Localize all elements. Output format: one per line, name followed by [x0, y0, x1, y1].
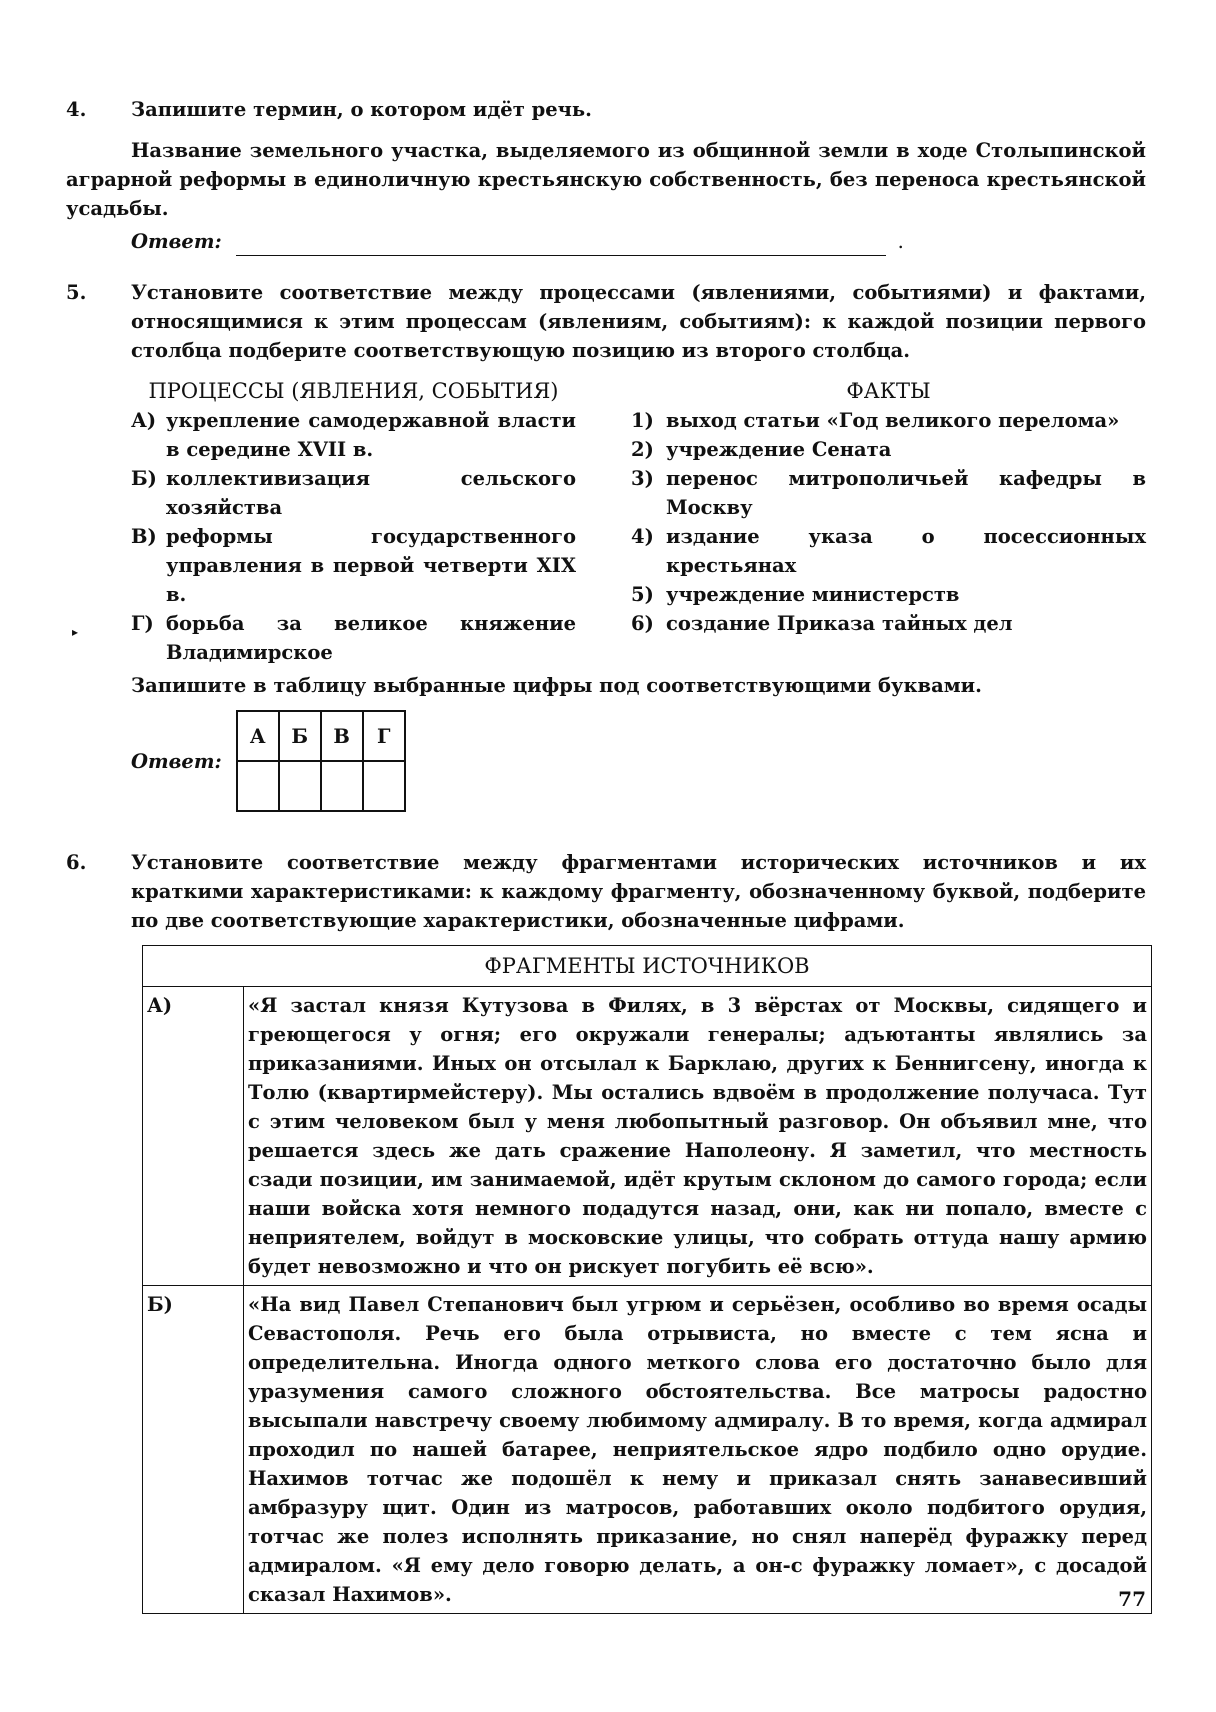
task-number: 6. — [66, 851, 87, 874]
fact-item — [631, 580, 1146, 609]
item-text: создание Приказа тайных дел — [666, 612, 1013, 635]
matching-columns — [131, 377, 1146, 667]
grid-answer-cell[interactable] — [237, 761, 279, 811]
task-5 — [66, 278, 1146, 812]
grid-answer-cell[interactable] — [321, 761, 363, 811]
fragment-label: Б) — [143, 1286, 244, 1614]
table-row — [143, 1286, 1152, 1614]
item-marker: Б) — [131, 467, 157, 490]
fragment-label: А) — [143, 987, 244, 1286]
grid-letter-v: В — [321, 711, 363, 761]
task-6 — [66, 848, 1146, 935]
process-item — [131, 464, 576, 522]
item-text: выход статьи «Год великого перелома» — [666, 409, 1120, 432]
item-marker: Г) — [131, 612, 154, 635]
item-marker: 2) — [631, 438, 654, 461]
worksheet-page — [66, 95, 1146, 1614]
table-instruction: Запишите в таблицу выбранные цифры под соответствующими буквами. — [131, 674, 982, 697]
task-text: Название земельного участка, выделяемого из общинной земли в ходе Столыпинской аграрной реформы в единоличную крестьянскую собственность, без переноса крестьянской усадьбы. — [66, 139, 1146, 220]
answer-label: Ответ: — [131, 749, 222, 773]
item-text: укрепление самодержавной власти в середине XVII в. — [166, 409, 576, 461]
item-text: учреждение Сената — [666, 438, 892, 461]
fact-item — [631, 609, 1146, 638]
task-number: 4. — [66, 98, 87, 121]
task-4 — [66, 95, 1146, 256]
facts-header: ФАКТЫ — [846, 379, 931, 403]
task-number: 5. — [66, 281, 87, 304]
fragment-text: «На вид Павел Степанович был угрюм и серьёзен, особливо во время осады Севастополя. Речь его была отрывиста, но вместе с тем ясна и определительна. Иногда одного меткого слова его достаточно было для уразумения самого сложного обстоятельства. Все матросы радостно высыпали навстречу своему любимому адмиралу. В то время, когда адмирал проходил по нашей батарее, неприятельское ядро подбило одно орудие. Нахимов тотчас же подошёл к нему и приказал снять занавесивший амбразуру щит. Один из матросов, работавших около подбитого орудия, тотчас же полез исполнять приказание, но снял наперёд фуражку перед адмиралом. «Я ему дело говорю делать, а он-с фуражку ломает», с досадой сказал Нахимов». — [244, 1286, 1152, 1614]
grid-answer-cell[interactable] — [279, 761, 321, 811]
processes-header: ПРОЦЕССЫ (ЯВЛЕНИЯ, СОБЫТИЯ) — [148, 379, 559, 403]
answer-grid — [236, 710, 406, 812]
item-marker: 4) — [631, 525, 654, 548]
item-marker: 5) — [631, 583, 654, 606]
facts-column — [631, 377, 1146, 667]
item-text: реформы государственного управления в первой четверти XIX в. — [166, 525, 576, 606]
task-prompt: Установите соответствие между процессами (явлениями, событиями) и фактами, относящимися к этим процессам (явлениям, событиям): к каждой позиции первого столбца подберите соответствующую позицию из второго столбца. — [131, 281, 1146, 362]
processes-column — [131, 377, 576, 667]
fact-item — [631, 464, 1146, 522]
answer-row — [131, 710, 1146, 812]
sources-table-header: ФРАГМЕНТЫ ИСТОЧНИКОВ — [143, 946, 1152, 987]
answer-row — [131, 227, 1146, 256]
task-prompt: Запишите термин, о котором идёт речь. — [131, 98, 592, 121]
grid-answer-cell[interactable] — [363, 761, 405, 811]
item-marker: 1) — [631, 409, 654, 432]
grid-letter-g: Г — [363, 711, 405, 761]
item-text: издание указа о посессионных крестьянах — [666, 525, 1146, 577]
item-text: перенос митрополичьей кафедры в Москву — [666, 467, 1146, 519]
item-marker: В) — [131, 525, 157, 548]
grid-letter-b: Б — [279, 711, 321, 761]
item-text: учреждение министерств — [666, 583, 960, 606]
answer-input-line[interactable] — [236, 233, 886, 256]
fact-item — [631, 406, 1146, 435]
item-marker: 3) — [631, 467, 654, 490]
process-item — [131, 406, 576, 464]
process-item — [131, 522, 576, 609]
grid-letter-a: А — [237, 711, 279, 761]
fact-item — [631, 522, 1146, 580]
answer-end: . — [897, 230, 904, 253]
item-marker: А) — [131, 409, 157, 432]
process-item — [131, 609, 576, 667]
fact-item — [631, 435, 1146, 464]
sources-table — [142, 945, 1152, 1614]
item-marker: 6) — [631, 612, 654, 635]
stray-mark: ▸ — [72, 625, 79, 639]
fragment-text: «Я застал князя Кутузова в Филях, в 3 вёрстах от Москвы, сидящего и греющегося у огня; его окружали генералы; адъютанты являлись за приказаниями. Иных он отсылал к Барклаю, других к Беннигсену, иногда к Толю (квартирмейстеру). Мы остались вдвоём в продолжение получаса. Тут с этим человеком был у меня любопытный разговор. Он объявил мне, что решается здесь же дать сражение Наполеону. Я заметил, что местность сзади позиции, им занимаемой, идёт крутым склоном до самого города; если наши войска хотя немного подадутся назад, они, как ни попало, вместе с неприятелем, войдут в московские улицы, что собрать оттуда нашу армию будет невозможно и что он рискует погубить её всю». — [244, 987, 1152, 1286]
item-text: борьба за великое княжение Владимирское — [166, 612, 576, 664]
item-text: коллективизация сельского хозяйства — [166, 467, 576, 519]
task-prompt: Установите соответствие между фрагментами исторических источников и их краткими характеристиками: к каждому фрагменту, обозначенному буквой, подберите по две соответствующие характеристики, обозначенные цифрами. — [131, 851, 1146, 932]
answer-label: Ответ: — [131, 230, 222, 253]
page-number: 77 — [1118, 1587, 1146, 1611]
table-row — [143, 987, 1152, 1286]
